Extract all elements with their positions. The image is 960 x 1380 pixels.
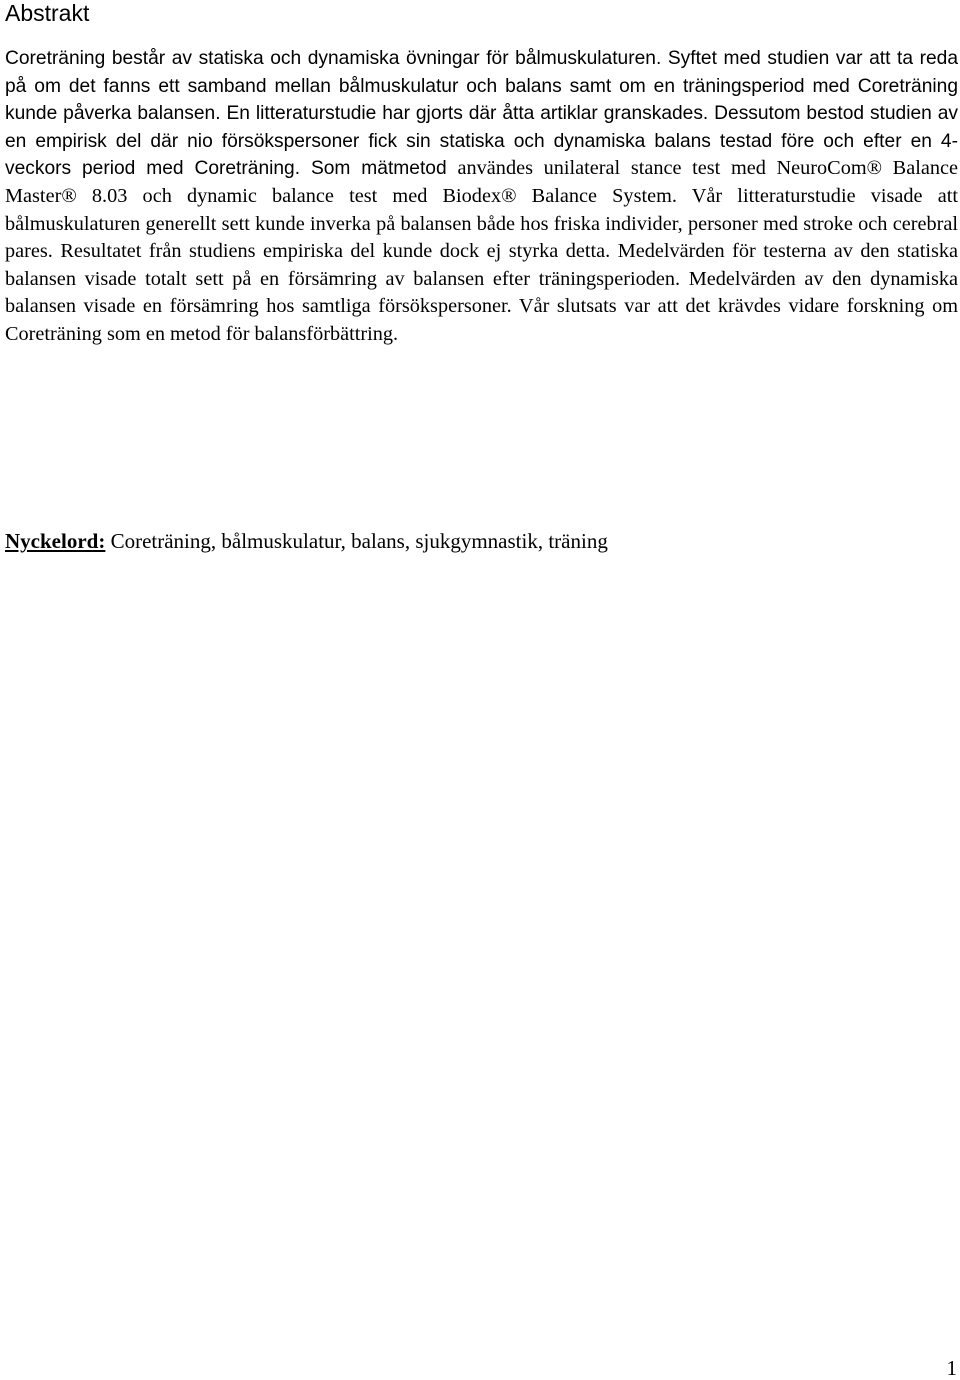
abstract-text-part-2: användes unilateral stance test med NeuroCom® Balance Master® 8.03 och dynamic balance test med Biodex® Balance System. Vår litteraturstudie visade att bålmuskulaturen generellt sett kunde inverka på balansen både hos friska individer, personer med stroke och cerebral pares. Resultatet från studiens empiriska del kunde dock ej styrka detta. Medelvärden för testerna av den statiska balansen visade totalt sett på en försämring av balansen efter träningsperioden. Medelvärden av den dynamiska balansen visade en försämring hos samtliga försökspersoner. Vår slutsats var att det krävdes vidare forskning om Coreträning som en metod för balansförbättring. (5, 157, 958, 345)
abstract-text-part-1: Coreträning består av statiska och dynamiska övningar för bålmuskulaturen. Syftet med studien var att ta reda på om det fanns ett samband mellan bålmuskulatur och balans samt om en träningsperiod med Coreträning kunde påverka balansen. En litteraturstudie har gjorts där åtta artiklar granskades. Dessutom bestod studien av en empirisk del där nio försökspersoner fick sin statiska och dynamiska balans testad före och efter en 4-veckors period med Coreträning. Som mätmetod (5, 48, 958, 180)
page-number: 1 (946, 1356, 957, 1380)
keywords-label: Nyckelord: (5, 529, 106, 553)
abstract-paragraph (5, 45, 958, 349)
abstract-heading: Abstrakt (5, 0, 90, 26)
keywords-line (5, 527, 608, 555)
keywords-text: Coreträning, bålmuskulatur, balans, sjukgymnastik, träning (105, 529, 608, 553)
